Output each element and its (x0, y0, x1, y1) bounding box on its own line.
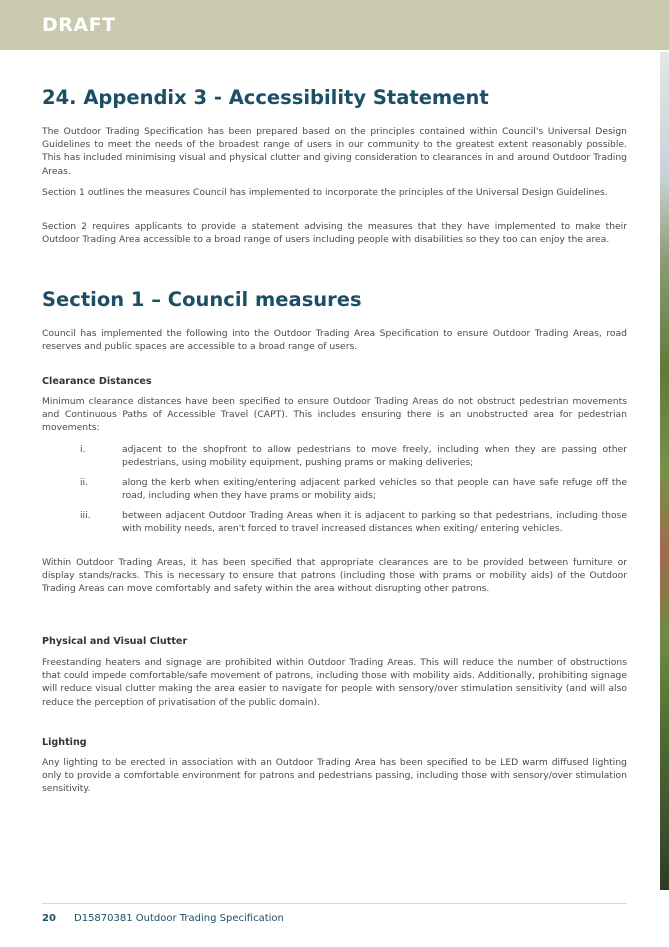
appendix-title: 24. Appendix 3 - Accessibility Statement (42, 86, 489, 109)
draft-banner (0, 0, 669, 50)
clearance-heading: Clearance Distances (42, 376, 152, 387)
section1-intro: Council has implemented the following into the Outdoor Trading Area Specification to ensure Outdoor Trading Areas, road reserves and public spaces are accessible to a broad range of users. (42, 328, 627, 353)
appendix-paragraph-1: The Outdoor Trading Specification has been prepared based on the principles contained within Council's Universal Design Guidelines to meet the needs of the broadest range of users in our community to the greatest extent reasonably possible. This has included minimising visual and physical clutter and giving consideration to clearances in and around Outdoor Trading Areas. (42, 126, 627, 177)
page-number: 20 (42, 913, 56, 924)
clearance-outro: Within Outdoor Trading Areas, it has been specified that appropriate clearances are to be provided between furniture or display stands/racks. This is necessary to ensure that patrons (including those with prams or mobility aids) of the Outdoor Trading Areas can move comfortably and safety within the area without disrupting other patrons. (42, 557, 627, 595)
lighting-text: Any lighting to be erected in association with an Outdoor Trading Area has been specified to be LED warm diffused lighting only to provide a comfortable environment for patrons and pedestrians passing, including those with sensory/over stimulation sensitivity. (42, 757, 627, 795)
document-reference: D15870381 Outdoor Trading Specification (74, 913, 284, 924)
list-number: i. (80, 444, 86, 455)
list-text: between adjacent Outdoor Trading Areas when it is adjacent to parking so that pedestrians, including those with mobility needs, aren't forced to travel increased distances when exiting/ entering vehicles. (122, 510, 627, 535)
footer-divider (42, 903, 627, 904)
section1-title: Section 1 – Council measures (42, 288, 362, 311)
clutter-heading: Physical and Visual Clutter (42, 636, 188, 647)
list-number: ii. (80, 477, 89, 488)
clearance-intro: Minimum clearance distances have been specified to ensure Outdoor Trading Areas do not obstruct pedestrian movements and Continuous Paths of Accessible Travel (CAPT). This includes ensuring there is an unobstructed area for pedestrian movements: (42, 396, 627, 434)
side-photo-strip (660, 52, 669, 890)
list-number: iii. (80, 510, 91, 521)
list-text: along the kerb when exiting/entering adjacent parked vehicles so that people can have safe refuge off the road, including when they have prams or mobility aids; (122, 477, 627, 502)
clutter-text: Freestanding heaters and signage are prohibited within Outdoor Trading Areas. This will reduce the number of obstructions that could impede comfortable/safe movement of patrons, including those with mobility aids. Additionally, prohibiting signage will reduce visual clutter making the area easier to navigate for people with sensory/over stimulation sensitivity (and will also reduce the perception of privatisation of the public domain). (42, 657, 627, 708)
appendix-paragraph-2: Section 1 outlines the measures Council has implemented to incorporate the principles of the Universal Design Guidelines. (42, 187, 608, 198)
draft-label: DRAFT (42, 14, 116, 36)
lighting-heading: Lighting (42, 737, 87, 748)
list-text: adjacent to the shopfront to allow pedestrians to move freely, including when they are passing other pedestrians, using mobility equipment, pushing prams or making deliveries; (122, 444, 627, 469)
appendix-paragraph-3: Section 2 requires applicants to provide a statement advising the measures that they have implemented to make their Outdoor Trading Area accessible to a broad range of users including people with disabilities so they too can enjoy the area. (42, 221, 627, 246)
